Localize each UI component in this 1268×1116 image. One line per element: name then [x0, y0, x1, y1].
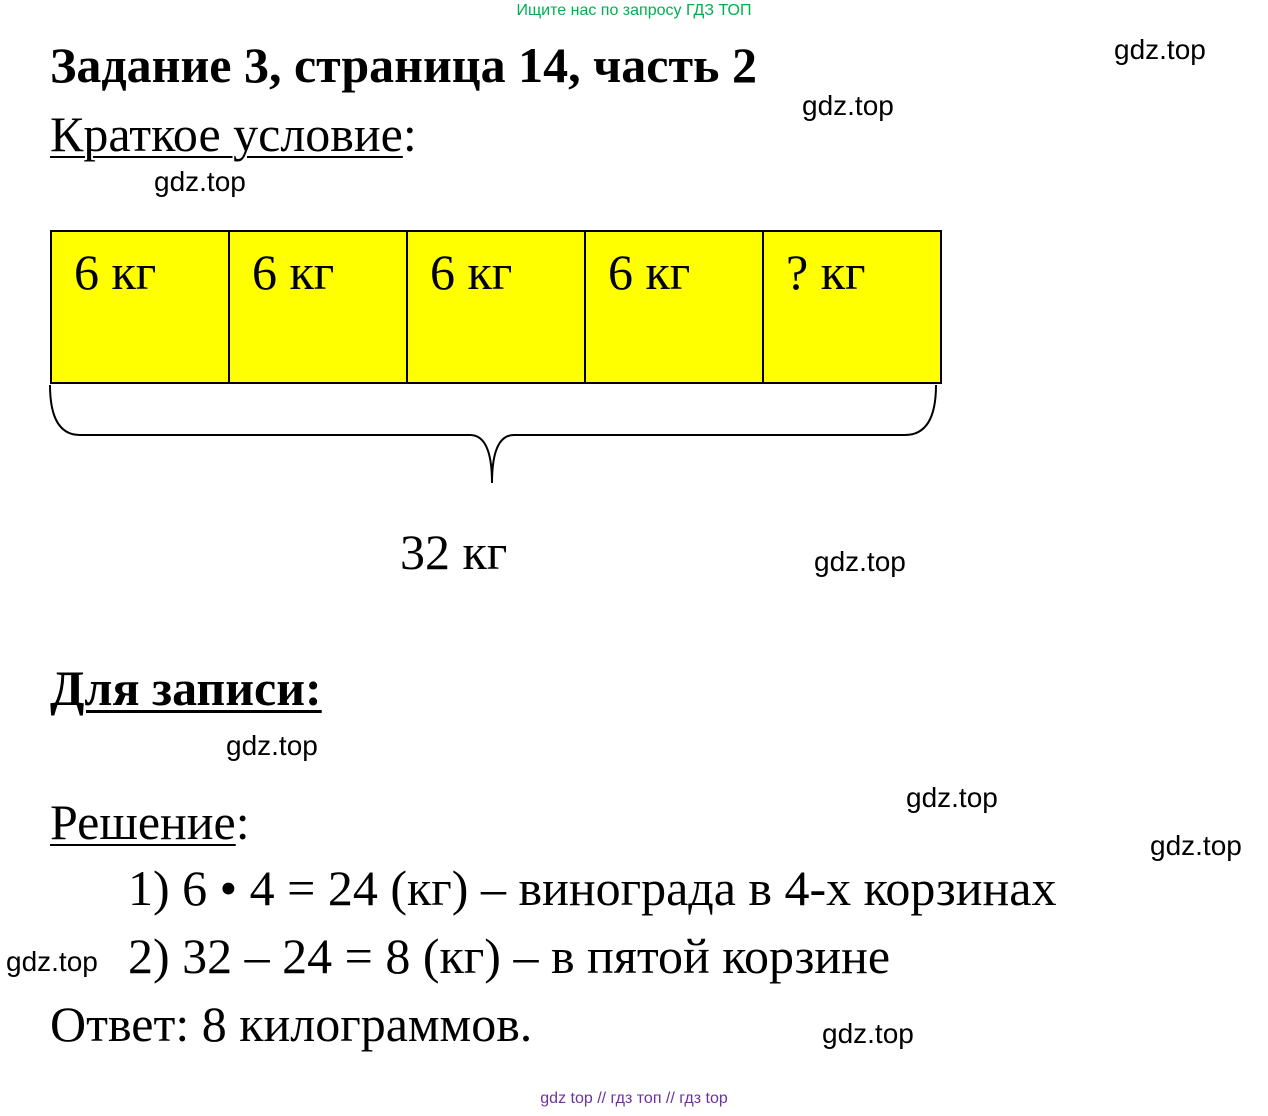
- solution-step-1: 1) 6 • 4 = 24 (кг) – винограда в 4-х корзинах: [128, 860, 1057, 916]
- total-weight-label: 32 кг: [400, 524, 508, 580]
- solution-step-2: 2) 32 – 24 = 8 (кг) – в пятой корзине: [128, 928, 891, 984]
- watermark: gdz.top: [1150, 830, 1242, 861]
- watermark: gdz.top: [906, 782, 998, 813]
- segment-cell-4: 6 кг: [586, 232, 764, 382]
- segment-cell-5: ? кг: [764, 232, 940, 382]
- search-banner: Ищите нас по запросу ГДЗ ТОП: [516, 2, 752, 19]
- solution-heading: [50, 792, 250, 852]
- segment-cell-1: 6 кг: [52, 232, 230, 382]
- page-title: Задание 3, страница 14, часть 2: [50, 37, 757, 93]
- record-heading: Для записи:: [50, 660, 322, 716]
- solution-colon: :: [235, 794, 250, 850]
- watermark: gdz.top: [226, 730, 318, 761]
- watermark: gdz.top: [6, 946, 98, 977]
- watermark: gdz.top: [822, 1018, 914, 1049]
- answer-line: Ответ: 8 килограммов.: [50, 996, 533, 1052]
- solution-label: Решение: [50, 794, 236, 850]
- watermark: gdz.top: [802, 90, 894, 121]
- watermark: gdz.top: [1114, 34, 1206, 65]
- watermark: gdz.top: [154, 166, 246, 197]
- watermark: gdz.top: [814, 546, 906, 577]
- segment-cell-2: 6 кг: [230, 232, 408, 382]
- short-condition-colon: :: [402, 106, 417, 162]
- segment-cell-3: 6 кг: [408, 232, 586, 382]
- footer-links: gdz top // гдз топ // гдз top: [540, 1090, 728, 1107]
- short-condition-label: Краткое условие: [50, 106, 403, 162]
